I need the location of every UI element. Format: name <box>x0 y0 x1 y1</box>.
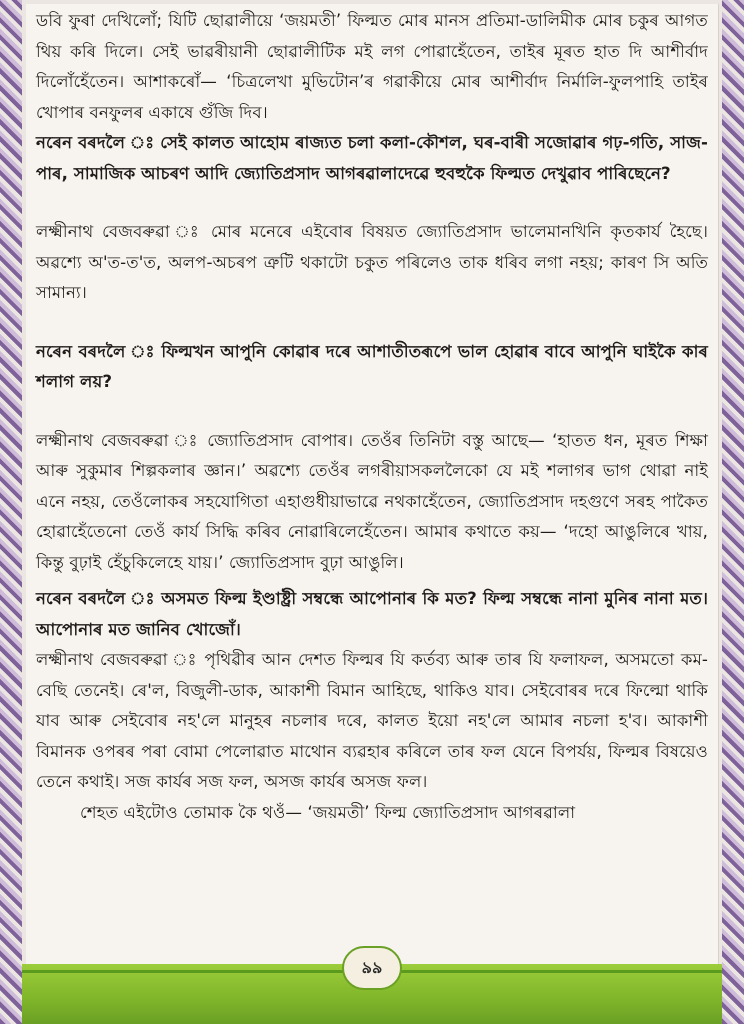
right-binding-border <box>722 0 744 1024</box>
answer-paragraph: লক্ষ্মীনাথ বেজবৰুৱা ঃ মোৰ মনেৰে এইবোৰ বিষয়ত জ্যোতিপ্ৰসাদ ভালেমানখিনি কৃতকাৰ্য হৈছে। অৱশ্যে অ'ত-ত'ত, অলপ-অচৰপ ত্ৰুটি থকাটো চকুত পৰিলেও তাক ধৰিব লগা নহয়; কাৰণ সি অতি সামান্য। <box>36 222 708 302</box>
left-binding-border <box>0 0 22 1024</box>
question-paragraph: নৰেন বৰদলৈ ঃ ফিল্মখন আপুনি কোৱাৰ দৰে আশাতীতৰূপে ভাল হোৱাৰ বাবে আপুনি ঘাইকৈ কাৰ শলাগ লয়? <box>36 341 708 391</box>
page-body <box>36 6 708 828</box>
answer-paragraph: লক্ষ্মীনাথ বেজবৰুৱা ঃ জ্যোতিপ্ৰসাদ বোপাৰ। তেওঁৰ তিনিটা বস্তু আছে— ‘হাতত ধন, মূৰত শিক্ষা আৰু সুকুমাৰ শিল্পকলাৰ জ্ঞান।’ অৱশ্যে তেওঁৰ লগৰীয়াসকললৈকো যে মই শলাগৰ ভাগ থোৱা নাই এনে নহয়, তেওঁলোকৰ সহযোগিতা এহাগুধীয়াভাৱে নথকাহেঁতেন, জ্যোতিপ্ৰসাদ দহগুণে সৰহ পাকৈত হোৱাহেঁতেনো তেওঁ কাৰ্য সিদ্ধি কৰিব নোৱাৰিলেহেঁতেন। আমাৰ কথাতে কয়— ‘দহো আঙুলিৰে খায়, কিন্তু বুঢ়াই হেঁচুকিলেহে যায়।’ জ্যোতিপ্ৰসাদ বুঢ়া আঙুলি। <box>36 430 708 572</box>
book-page <box>26 4 719 966</box>
answer-paragraph: ডবি ফুৰা দেখিলোঁ; যিটি ছোৱালীয়ে ‘জয়মতী’ ফিল্মত মোৰ মানস প্ৰতিমা-ডালিমীক মোৰ চকুৰ আগত থিয় কৰি দিলে। সেই ভাৱৰীয়ানী ছোৱালীটিক মই লগ পোৱাহেঁতেন, তাইৰ মূৰত হাত দি আশীৰ্বাদ দিলোঁহেঁতেন। আশাকৰোঁ— ‘চিত্ৰলেখা মুভিটোন’ৰ গৱাকীয়ে মোৰ আশীৰ্বাদ নিৰ্মালি-ফুলপাহি তাইৰ খোপাৰ বনফুলৰ একাষে গুঁজি দিব। <box>36 11 708 122</box>
answer-paragraph: শেহত এইটোও তোমাক কৈ থওঁ— ‘জয়মতী’ ফিল্ম জ্যোতিপ্ৰসাদ আগৰৱালা <box>80 802 576 822</box>
question-paragraph: নৰেন বৰদলৈ ঃ অসমত ফিল্ম ইণ্ডাষ্ট্ৰী সম্বন্ধে আপোনাৰ কি মত? ফিল্ম সম্বন্ধে নানা মুনিৰ নানা মত। আপোনাৰ মত জানিব খোজোঁ। <box>36 589 708 639</box>
paragraph-gap <box>36 189 708 217</box>
paragraph-gap <box>36 398 708 426</box>
page-footer-band <box>22 957 722 1024</box>
paragraph-gap <box>36 309 708 337</box>
question-paragraph: নৰেন বৰদলৈ ঃ সেই কালত আহোম ৰাজ্যত চলা কলা-কৌশল, ঘৰ-বাৰী সজোৱাৰ গঢ়-গতি, সাজ-পাৰ, সামাজিক আচৰণ আদি জ্যোতিপ্ৰসাদ আগৰৱালাদেৱে হুবহুকৈ ফিল্মত দেখুৱাব পাৰিছেনে? <box>36 133 708 183</box>
page-number: ৯৯ <box>342 946 402 990</box>
answer-paragraph: লক্ষ্মীনাথ বেজবৰুৱা ঃ পৃথিৱীৰ আন দেশত ফিল্মৰ যি কৰ্তব্য আৰু তাৰ যি ফলাফল, অসমতো কম-বেছি তেনেই। ৰে'ল, বিজুলী-ডাক, আকাশী বিমান আহিছে, থাকিও যাব। সেইবোৰৰ দৰে ফিল্মো থাকি যাব আৰু সেইবোৰ নহ'লে মানুহৰ নচলাৰ দৰে, কালত ইয়ো নহ'লে আমাৰ নচলা হ'ব। আকাশী বিমানক ওপৰৰ পৰা বোমা পেলোৱাত মাথোন ব্যৱহাৰ কৰিলে তাৰ ফল যেনে বিপৰ্যয়, ফিল্মৰ বিষয়েও তেনে কথাই। সজ কাৰ্যৰ সজ ফল, অসজ কাৰ্যৰ অসজ ফল। <box>36 650 708 791</box>
